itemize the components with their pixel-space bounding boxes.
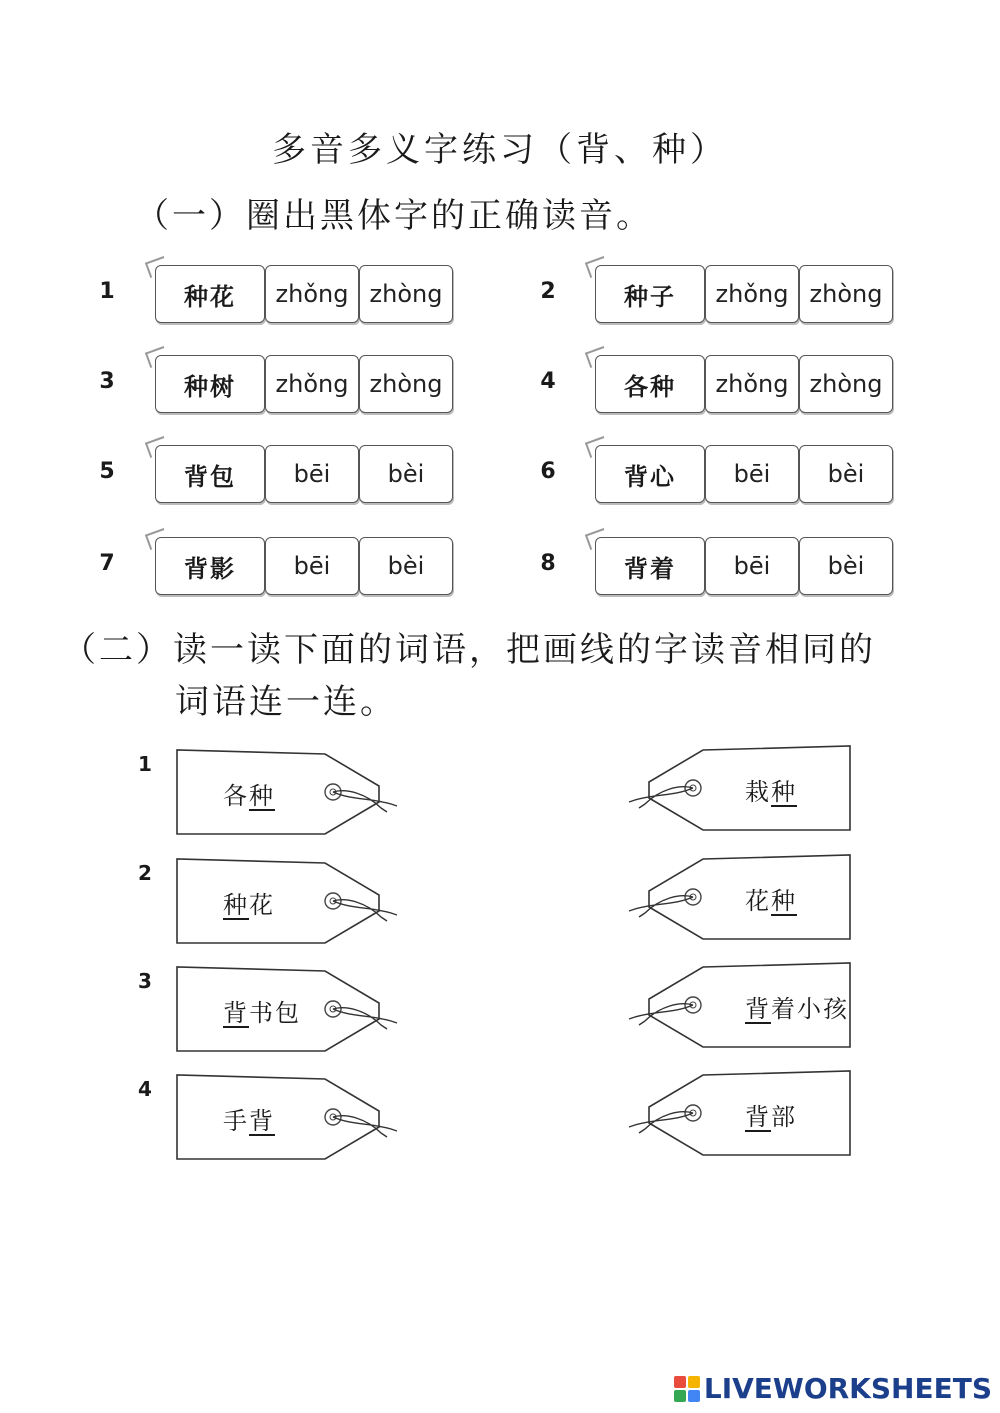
tag-char: 花 bbox=[745, 887, 771, 915]
pinyin-text: zhòng bbox=[809, 370, 883, 398]
tag-char: 部 bbox=[771, 1103, 797, 1131]
word-text: 种子 bbox=[624, 282, 676, 311]
word-text: 背着 bbox=[624, 554, 676, 583]
page-title: 多音多义字练习（背、种） bbox=[272, 130, 728, 170]
underlined-char: 背 bbox=[745, 1103, 771, 1131]
tag-number: 4 bbox=[138, 1077, 152, 1101]
underlined-char: 种 bbox=[223, 891, 249, 919]
tag-word bbox=[745, 772, 797, 807]
tag-number: 3 bbox=[138, 969, 152, 993]
word-cell bbox=[155, 537, 265, 595]
watermark-logo bbox=[674, 1372, 992, 1405]
section2-heading-line2: 词语连一连。 bbox=[175, 682, 397, 722]
underlined-char: 背 bbox=[223, 999, 249, 1027]
watermark-text: LIVEWORKSHEETS bbox=[703, 1372, 992, 1405]
pinyin-text: bèi bbox=[387, 460, 425, 488]
left-tag[interactable] bbox=[175, 1073, 385, 1163]
section2-heading-line1: （二）读一读下面的词语，把画线的字读音相同的 bbox=[62, 630, 876, 670]
pinyin-option[interactable] bbox=[265, 537, 359, 595]
question-number: 1 bbox=[99, 279, 115, 304]
pinyin-option[interactable] bbox=[799, 355, 893, 413]
word-cell bbox=[595, 265, 705, 323]
tag-word bbox=[223, 776, 275, 811]
section1-heading: （一）圈出黑体字的正确读音。 bbox=[135, 196, 653, 236]
pinyin-text: bēi bbox=[293, 460, 331, 488]
tag-char: 各 bbox=[223, 782, 249, 810]
question-number: 2 bbox=[540, 279, 556, 304]
question-number: 4 bbox=[540, 369, 556, 394]
underlined-char: 背 bbox=[745, 995, 771, 1023]
tag-char: 花 bbox=[249, 891, 275, 919]
pinyin-text: zhǒng bbox=[275, 370, 349, 398]
word-text: 种花 bbox=[184, 282, 236, 311]
word-cell bbox=[155, 265, 265, 323]
word-text: 背影 bbox=[184, 554, 236, 583]
tag-shape bbox=[175, 748, 385, 838]
pinyin-text: bèi bbox=[827, 552, 865, 580]
left-tag[interactable] bbox=[175, 965, 385, 1055]
tag-number: 2 bbox=[138, 861, 152, 885]
word-text: 背包 bbox=[184, 462, 236, 491]
word-text: 种树 bbox=[184, 372, 236, 401]
word-cell bbox=[155, 445, 265, 503]
pinyin-option[interactable] bbox=[799, 265, 893, 323]
pinyin-text: bèi bbox=[387, 552, 425, 580]
pinyin-option[interactable] bbox=[359, 355, 453, 413]
logo-square-red bbox=[674, 1376, 686, 1388]
tag-shape bbox=[175, 1073, 385, 1163]
question-number: 5 bbox=[99, 459, 115, 484]
underlined-char: 种 bbox=[771, 778, 797, 806]
left-tag[interactable] bbox=[175, 748, 385, 838]
pinyin-option[interactable] bbox=[705, 537, 799, 595]
tag-word bbox=[223, 885, 275, 920]
word-text: 背心 bbox=[624, 462, 676, 491]
tag-word bbox=[745, 1097, 797, 1132]
word-cell bbox=[595, 355, 705, 413]
pinyin-text: zhǒng bbox=[715, 370, 789, 398]
pinyin-text: bèi bbox=[827, 460, 865, 488]
pinyin-text: zhòng bbox=[369, 280, 443, 308]
tag-char: 栽 bbox=[745, 778, 771, 806]
pinyin-text: zhòng bbox=[369, 370, 443, 398]
tag-word bbox=[223, 1101, 275, 1136]
tag-char: 手 bbox=[223, 1107, 249, 1135]
question-number: 6 bbox=[540, 459, 556, 484]
word-text: 各种 bbox=[624, 372, 676, 401]
tag-shape bbox=[175, 857, 385, 947]
pinyin-option[interactable] bbox=[265, 265, 359, 323]
pinyin-option[interactable] bbox=[265, 355, 359, 413]
pinyin-option[interactable] bbox=[705, 355, 799, 413]
pinyin-option[interactable] bbox=[799, 445, 893, 503]
word-cell bbox=[595, 537, 705, 595]
pinyin-option[interactable] bbox=[359, 265, 453, 323]
pinyin-option[interactable] bbox=[799, 537, 893, 595]
right-tag[interactable] bbox=[645, 853, 855, 943]
pinyin-text: zhòng bbox=[809, 280, 883, 308]
question-number: 8 bbox=[540, 551, 556, 576]
word-cell bbox=[155, 355, 265, 413]
tag-number: 1 bbox=[138, 752, 152, 776]
pinyin-text: bēi bbox=[733, 552, 771, 580]
pinyin-option[interactable] bbox=[705, 265, 799, 323]
tag-word bbox=[745, 881, 797, 916]
pinyin-option[interactable] bbox=[359, 445, 453, 503]
right-tag[interactable] bbox=[645, 744, 855, 834]
logo-square-blue bbox=[688, 1390, 700, 1402]
question-number: 7 bbox=[99, 551, 115, 576]
right-tag[interactable] bbox=[645, 961, 855, 1051]
tag-char: 书包 bbox=[249, 999, 301, 1027]
question-number: 3 bbox=[99, 369, 115, 394]
pinyin-option[interactable] bbox=[705, 445, 799, 503]
tag-word bbox=[745, 989, 849, 1024]
word-cell bbox=[595, 445, 705, 503]
pinyin-text: zhǒng bbox=[275, 280, 349, 308]
tag-char: 着小孩 bbox=[771, 995, 849, 1023]
logo-square-green bbox=[674, 1390, 686, 1402]
pinyin-option[interactable] bbox=[359, 537, 453, 595]
pinyin-text: bēi bbox=[293, 552, 331, 580]
pinyin-option[interactable] bbox=[265, 445, 359, 503]
pinyin-text: bēi bbox=[733, 460, 771, 488]
underlined-char: 种 bbox=[249, 782, 275, 810]
left-tag[interactable] bbox=[175, 857, 385, 947]
underlined-char: 背 bbox=[249, 1107, 275, 1135]
underlined-char: 种 bbox=[771, 887, 797, 915]
pinyin-text: zhǒng bbox=[715, 280, 789, 308]
tag-word bbox=[223, 993, 301, 1028]
liveworksheets-icon bbox=[674, 1376, 700, 1402]
right-tag[interactable] bbox=[645, 1069, 855, 1159]
logo-square-yellow bbox=[688, 1376, 700, 1388]
